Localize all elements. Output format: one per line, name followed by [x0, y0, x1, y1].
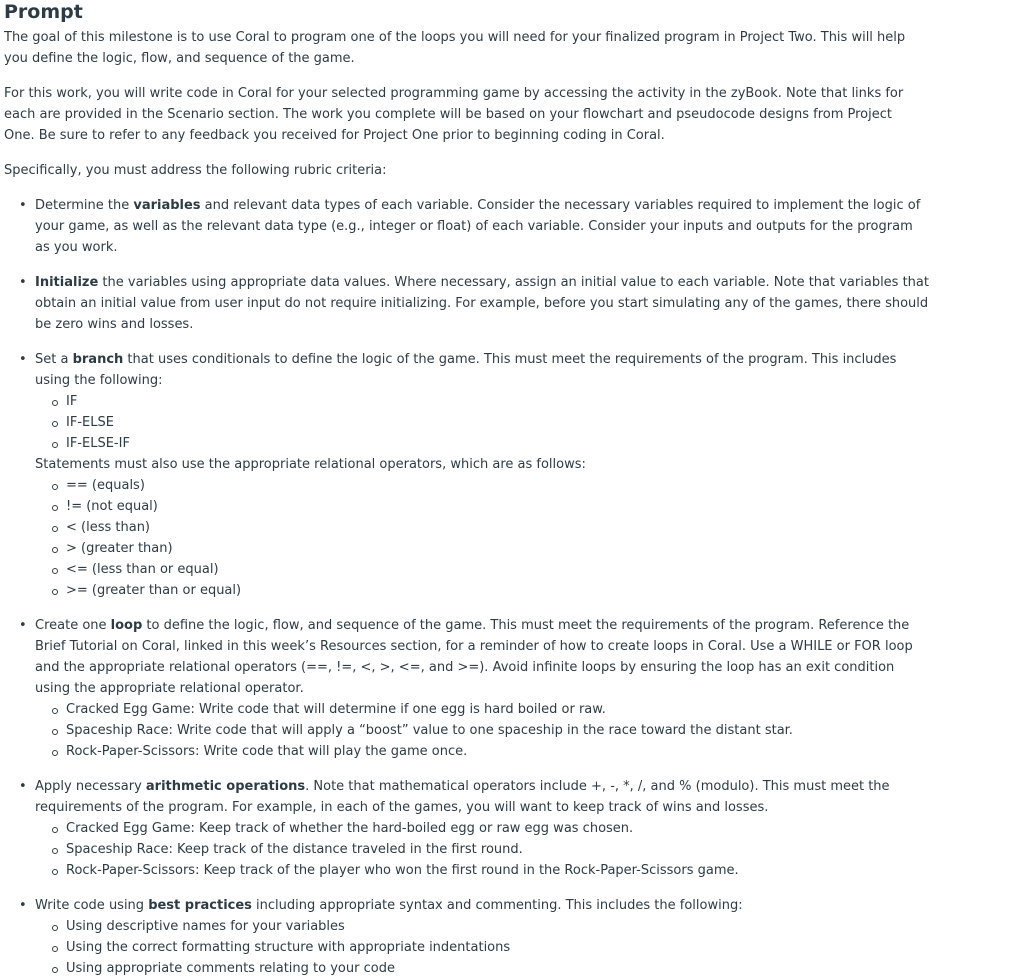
- list-item: == (equals): [35, 475, 930, 496]
- criterion-loop: [0, 615, 930, 762]
- list-item: Cracked Egg Game: Keep track of whether the hard-boiled egg or raw egg was chosen.: [35, 818, 930, 839]
- criterion-initialize: [0, 272, 930, 335]
- list-item: IF-ELSE-IF: [35, 433, 930, 454]
- rubric-criteria-list: [0, 195, 930, 979]
- criterion-best-practices: [0, 895, 930, 979]
- criterion-keyword: loop: [110, 618, 143, 633]
- criterion-text-pre: Create one: [35, 618, 111, 633]
- criterion-keyword: Initialize: [35, 275, 99, 290]
- relational-operator-list: [35, 475, 930, 601]
- criterion-text-post: that uses conditionals to define the logic of the game. This must meet the requirements of the program. This includes using the following:: [35, 352, 897, 388]
- page-title: Prompt: [4, 1, 83, 23]
- list-item: Using the correct formatting structure with appropriate indentations: [35, 937, 930, 958]
- criterion-keyword: variables: [133, 198, 201, 213]
- criterion-text-post: . Note that mathematical operators include +, -, *, /, and % (modulo). This must meet the requirements of the program. For example, in each of the games, you will want to keep track of wins and losses.: [35, 779, 890, 815]
- list-item: Cracked Egg Game: Write code that will determine if one egg is hard boiled or raw.: [35, 699, 930, 720]
- criterion-branch: [0, 349, 930, 601]
- intro-paragraph-goal: The goal of this milestone is to use Coral to program one of the loops you will need for your finalized program in Project Two. This will help you define the logic, flow, and sequence of the game.: [4, 30, 906, 66]
- list-item: IF: [35, 391, 930, 412]
- list-item: < (less than): [35, 517, 930, 538]
- criterion-text-pre: Write code using: [35, 898, 149, 913]
- list-item: Rock-Paper-Scissors: Keep track of the player who won the first round in the Rock-Paper-Scissors game.: [35, 860, 930, 881]
- list-item: Spaceship Race: Write code that will apply a “boost” value to one spaceship in the race toward the distant star.: [35, 720, 930, 741]
- list-item: Using descriptive names for your variables: [35, 916, 930, 937]
- criterion-keyword: branch: [72, 352, 124, 367]
- criterion-text-post: and relevant data types of each variable. Consider the necessary variables required to implement the logic of your game, as well as the relevant data type (e.g., integer or float) of each variable. Consider your inputs and outputs for the program as you work.: [35, 198, 921, 255]
- list-item: <= (less than or equal): [35, 559, 930, 580]
- intro-paragraph-work: For this work, you will write code in Coral for your selected programming game by accessing the activity in the zyBook. Note that links for each are provided in the Scenario section. The work you complete will be based on your flowchart and pseudocode designs from Project One. Be sure to refer to any feedback you received for Project One prior to beginning coding in Coral.: [4, 86, 904, 143]
- criterion-text-pre: Set a: [35, 352, 73, 367]
- criterion-arithmetic: [0, 776, 930, 881]
- list-item: >= (greater than or equal): [35, 580, 930, 601]
- list-item: > (greater than): [35, 538, 930, 559]
- list-item: Spaceship Race: Keep track of the distance traveled in the first round.: [35, 839, 930, 860]
- list-item: Using appropriate comments relating to your code: [35, 958, 930, 979]
- criterion-text-post: including appropriate syntax and commenting. This includes the following:: [251, 898, 743, 913]
- intro-paragraph-rubric: Specifically, you must address the following rubric criteria:: [4, 163, 387, 178]
- loop-game-list: [35, 699, 930, 762]
- list-item: IF-ELSE: [35, 412, 930, 433]
- list-item: Rock-Paper-Scissors: Write code that will play the game once.: [35, 741, 930, 762]
- criterion-keyword: arithmetic operations: [145, 779, 306, 794]
- criterion-keyword: best practices: [148, 898, 252, 913]
- criterion-text-pre: Apply necessary: [35, 779, 146, 794]
- criterion-text-post: to define the logic, flow, and sequence of the game. This must meet the requirements of the program. Reference the Brief Tutorial on Coral, linked in this week’s Resources section, for a reminder of how to create loops in Coral. Use a WHILE or FOR loop and the appropriate relational operators (==, !=, <, >, <=, and >=). Avoid infinite loops by ensuring the loop has an exit condition using the appropriate relational operator.: [35, 618, 913, 696]
- arithmetic-game-list: [35, 818, 930, 881]
- list-item: != (not equal): [35, 496, 930, 517]
- criterion-text-post: the variables using appropriate data values. Where necessary, assign an initial value to each variable. Note that variables that obtain an initial value from user input do not require initializing. For example, before you start simulating any of the games, there should be zero wins and losses.: [35, 275, 929, 332]
- criterion-variables: [0, 195, 930, 258]
- criterion-text-pre: Determine the: [35, 198, 134, 213]
- operators-intro: Statements must also use the appropriate relational operators, which are as follows:: [35, 457, 586, 472]
- conditional-list: [35, 391, 930, 454]
